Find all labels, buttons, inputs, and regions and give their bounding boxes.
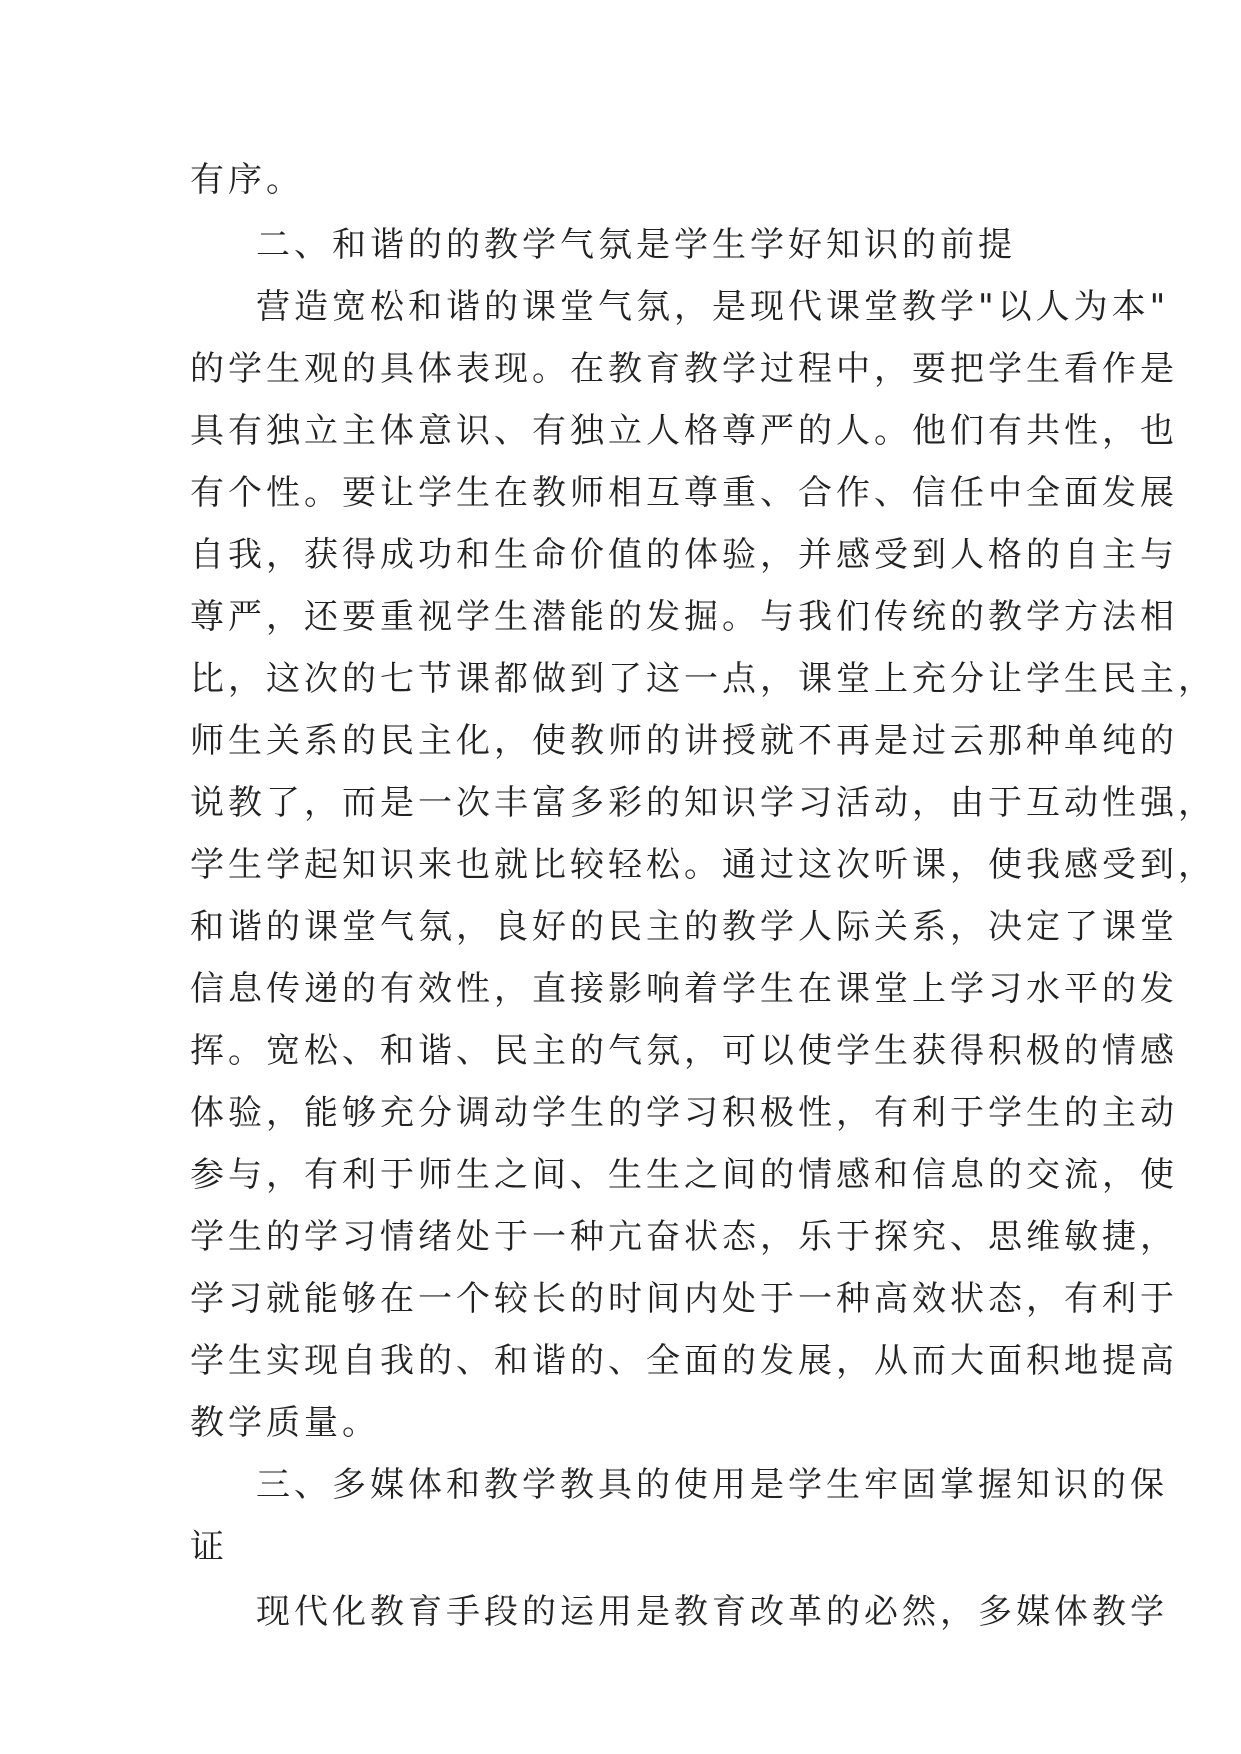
paragraph-line: 的学生观的具体表现。在教育教学过程中，要把学生看作是	[190, 349, 1178, 389]
paragraph-line: 学习就能够在一个较长的时间内处于一种高效状态，有利于	[190, 1279, 1178, 1319]
paragraph-line: 学生实现自我的、和谐的、全面的发展，从而大面积地提高	[190, 1341, 1178, 1381]
paragraph-line: 比，这次的七节课都做到了这一点，课堂上充分让学生民主，	[190, 659, 1216, 699]
section-heading-3: 三、多媒体和教学教具的使用是学生牢固掌握知识的保	[256, 1465, 1168, 1505]
section-heading-3-continued: 证	[190, 1527, 228, 1567]
paragraph-line: 学生的学习情绪处于一种亢奋状态，乐于探究、思维敏捷，	[190, 1217, 1178, 1257]
paragraph-line: 尊严，还要重视学生潜能的发掘。与我们传统的教学方法相	[190, 597, 1178, 637]
paragraph-line: 教学质量。	[190, 1403, 380, 1443]
paragraph-line: 说教了，而是一次丰富多彩的知识学习活动，由于互动性强，	[190, 783, 1216, 823]
paragraph-line: 信息传递的有效性，直接影响着学生在课堂上学习水平的发	[190, 969, 1178, 1009]
paragraph-line: 自我，获得成功和生命价值的体验，并感受到人格的自主与	[190, 535, 1178, 575]
paragraph-line: 参与，有利于师生之间、生生之间的情感和信息的交流，使	[190, 1155, 1178, 1195]
paragraph-line: 师生关系的民主化，使教师的讲授就不再是过云那种单纯的	[190, 721, 1178, 761]
paragraph-line: 挥。宽松、和谐、民主的气氛，可以使学生获得积极的情感	[190, 1031, 1178, 1071]
section-heading-2: 二、和谐的的教学气氛是学生学好知识的前提	[256, 225, 1016, 265]
paragraph-line: 体验，能够充分调动学生的学习积极性，有利于学生的主动	[190, 1093, 1178, 1133]
paragraph-line: 有序。	[190, 160, 304, 200]
paragraph-line: 学生学起知识来也就比较轻松。通过这次听课，使我感受到，	[190, 845, 1216, 885]
paragraph-line: 有个性。要让学生在教师相互尊重、合作、信任中全面发展	[190, 473, 1178, 513]
paragraph-line: 营造宽松和谐的课堂气氛，是现代课堂教学"以人为本"	[256, 287, 1170, 327]
paragraph-line: 和谐的课堂气氛，良好的民主的教学人际关系，决定了课堂	[190, 907, 1178, 947]
paragraph-line: 具有独立主体意识、有独立人格尊严的人。他们有共性，也	[190, 411, 1178, 451]
paragraph-line: 现代化教育手段的运用是教育改革的必然，多媒体教学	[256, 1592, 1168, 1632]
